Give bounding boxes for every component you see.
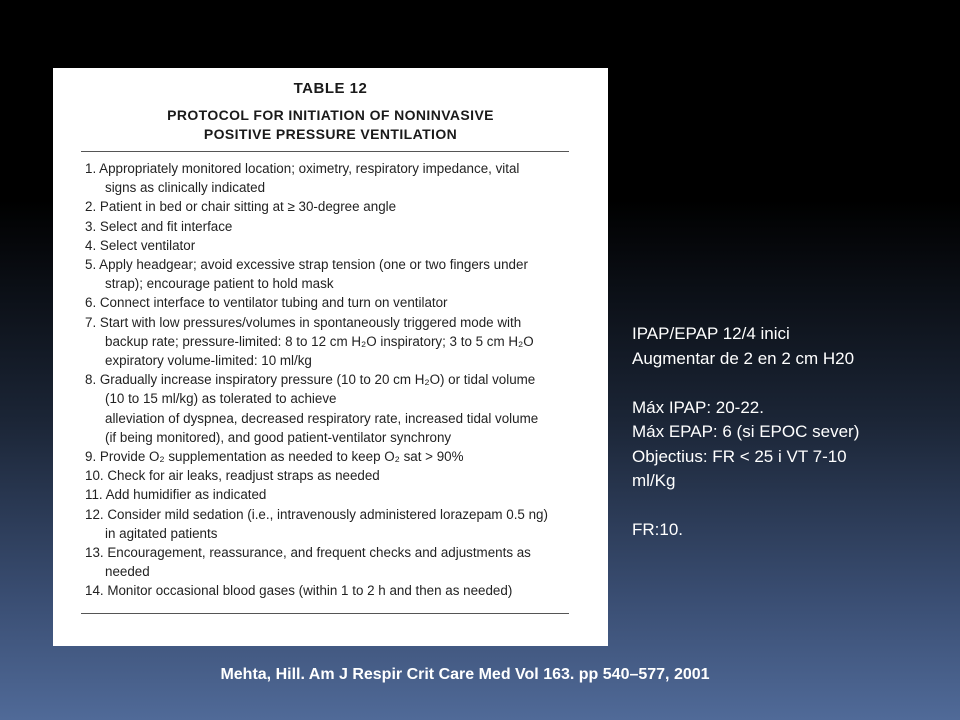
protocol-item-text: 8. Gradually increase inspiratory pressure (10 to 20 cm H₂O) or tidal volume [85, 372, 536, 388]
protocol-item-text: 1. Appropriately monitored location; oximetry, respiratory impedance, vital [85, 161, 520, 176]
note-increase: Augmentar de 2 en 2 cm H20 [632, 348, 855, 368]
protocol-item [85, 197, 585, 216]
protocol-item-continuation: signs as clinically indicated [105, 180, 266, 196]
protocol-item-text: 13. Encouragement, reassurance, and frequent checks and adjustments as [85, 545, 531, 561]
protocol-item-continuation: alleviation of dyspnea, decreased respiratory rate, increased tidal volume [105, 410, 539, 426]
protocol-item-text: 12. Consider mild sedation (i.e., intravenously administered lorazepam 0.5 ng) [85, 506, 548, 522]
protocol-item [85, 505, 585, 543]
protocol-item-continuation: expiratory volume-limited: 10 ml/kg [105, 353, 312, 369]
protocol-item-text: 7. Start with low pressures/volumes in spontaneously triggered mode with [85, 314, 522, 330]
protocol-item [85, 485, 585, 504]
protocol-item-continuation: needed [105, 564, 150, 580]
table-title-line2: POSITIVE PRESSURE VENTILATION [203, 126, 458, 142]
protocol-item-text: 9. Provide O₂ supplementation as needed to keep O₂ sat > 90% [85, 449, 464, 465]
protocol-item [85, 313, 585, 371]
protocol-item [85, 370, 585, 447]
table-title [53, 106, 608, 144]
protocol-table-image [53, 68, 608, 646]
protocol-item-continuation: (if being monitored), and good patient-ventilator synchrony [105, 429, 452, 445]
protocol-item [85, 159, 585, 197]
protocol-list [85, 159, 585, 601]
table-number: TABLE 12 [293, 80, 368, 97]
citation: Mehta, Hill. Am J Respir Crit Care Med Vol 163. pp 540–577, 2001 [220, 666, 710, 683]
protocol-item-continuation: strap); encourage patient to hold mask [105, 276, 334, 292]
protocol-item-text: 6. Connect interface to ventilator tubing and turn on ventilator [85, 295, 448, 311]
table-top-rule [81, 151, 569, 152]
protocol-item [85, 581, 585, 600]
protocol-item-text: 11. Add humidifier as indicated [85, 487, 267, 503]
protocol-item-text: 14. Monitor occasional blood gases (within 1 to 2 h and then as needed) [85, 583, 513, 599]
protocol-item-continuation: in agitated patients [105, 525, 218, 541]
protocol-item [85, 293, 585, 312]
protocol-item-text: 3. Select and fit interface [85, 218, 233, 234]
note-max-ipap: Máx IPAP: 20-22. [632, 397, 764, 417]
protocol-item-text: 4. Select ventilator [85, 237, 196, 253]
note-max-epap: Máx EPAP: 6 (si EPOC sever) [632, 422, 860, 441]
table-title-line1: PROTOCOL FOR INITIATION OF NONINVASIVE [167, 107, 494, 123]
table-bottom-rule [81, 613, 569, 614]
protocol-item-continuation: (10 to 15 ml/kg) as tolerated to achieve [105, 391, 337, 407]
protocol-item [85, 466, 585, 485]
protocol-item [85, 447, 585, 466]
protocol-item [85, 236, 585, 255]
protocol-item-continuation: backup rate; pressure-limited: 8 to 12 cm H₂O inspiratory; 3 to 5 cm H₂O [105, 333, 534, 349]
note-objectives-cont: ml/Kg [632, 471, 676, 490]
note-objectives: Objectius: FR < 25 i VT 7-10 [632, 446, 847, 466]
note-fr: FR:10. [632, 520, 684, 539]
protocol-item-text: 10. Check for air leaks, readjust straps as needed [85, 468, 380, 484]
protocol-item-text: 2. Patient in bed or chair sitting at ≥ 30-degree angle [85, 199, 397, 215]
protocol-item-text: 5. Apply headgear; avoid excessive strap tension (one or two fingers under [85, 257, 528, 273]
ventilation-notes [632, 322, 952, 543]
note-ipap-epap: IPAP/EPAP 12/4 inici [632, 324, 790, 343]
protocol-item [85, 255, 585, 293]
protocol-item [85, 543, 585, 581]
protocol-item [85, 217, 585, 236]
